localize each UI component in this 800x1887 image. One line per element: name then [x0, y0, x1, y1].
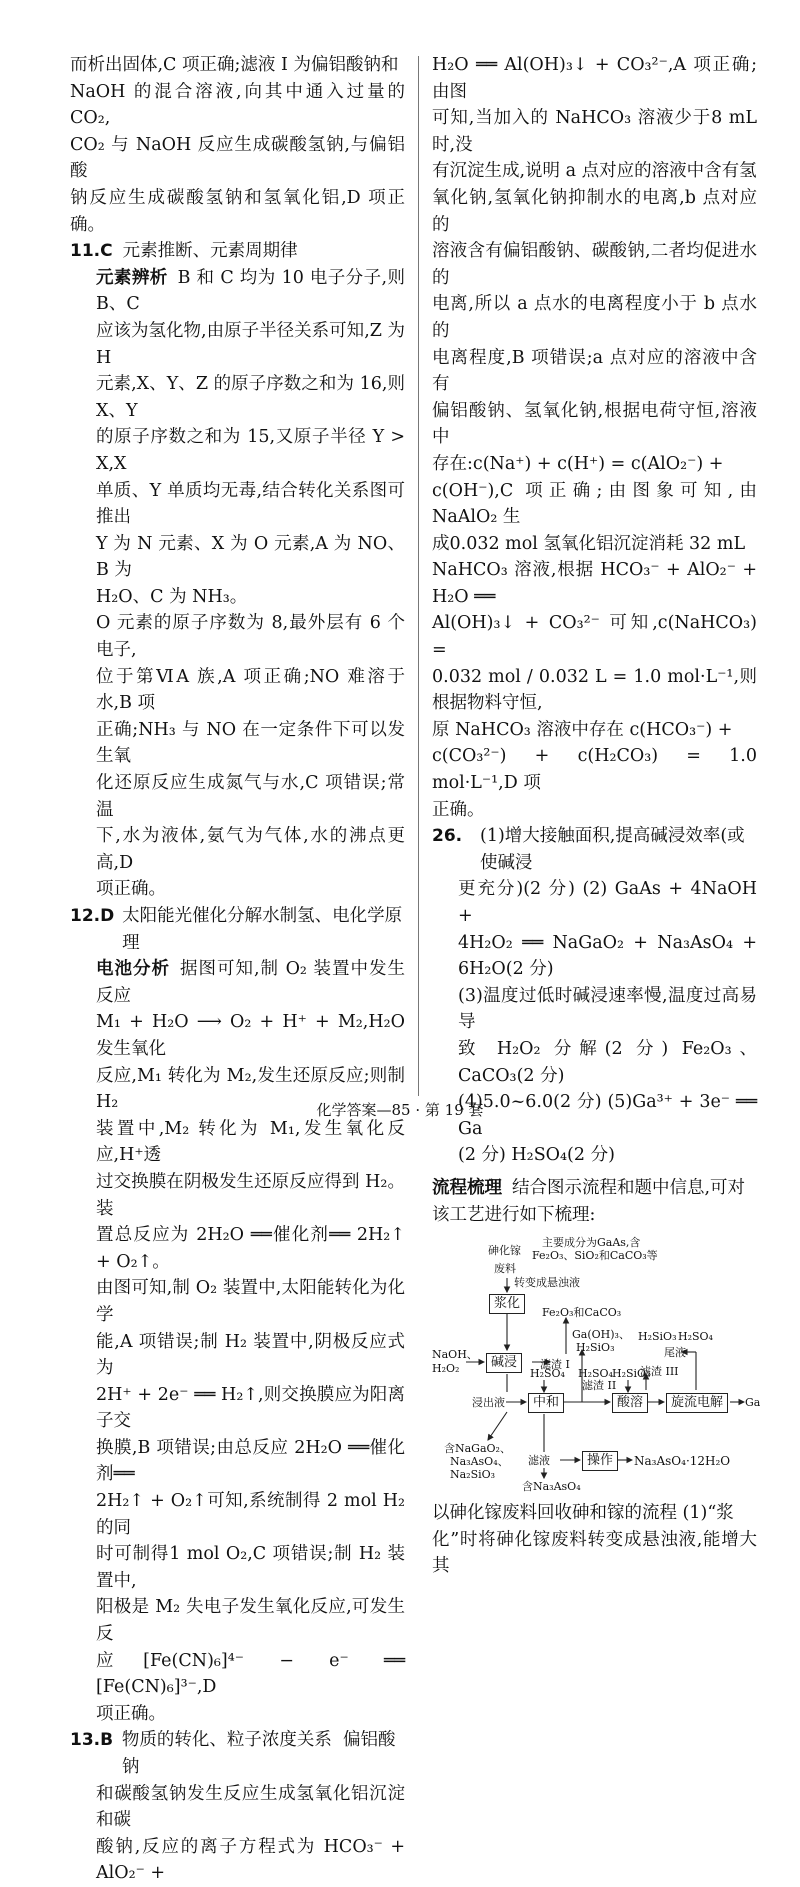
text-line: 溶液含有偏铝酸钠、碳酸钠,二者均促进水的 [432, 241, 757, 288]
flow-raw-name: 砷化镓 [488, 1244, 521, 1258]
text-line: 元素,X、Y、Z 的原子序数之和为 16,则 X、Y [96, 374, 405, 421]
text-line: 而析出固体,C 项正确;滤液 I 为偏铝酸钠和 [70, 55, 399, 75]
column-divider [418, 56, 419, 1096]
text-line: 钠反应生成碳酸氢钠和氢氧化铝,D 项正确。 [70, 187, 405, 235]
text-line: 电离,所以 a 点水的电离程度小于 b 点水的 [432, 294, 757, 341]
question-13-header [70, 1727, 405, 1780]
text-line: 致 H₂O₂ 分解(2 分) Fe₂O₃、CaCO₃(2 分) [458, 1038, 757, 1086]
text-line: 能,A 项错误;制 H₂ 装置中,阴极反应式为 [96, 1331, 405, 1379]
text-line: 项正确。 [96, 879, 166, 900]
question-number: 12.D [70, 906, 115, 926]
flow-label: H₂SiO₃ [576, 1341, 615, 1355]
flow-raw-note: 主要成分为GaAs,含 [542, 1236, 641, 1250]
text-line: 0.032 mol / 0.032 L = 1.0 mol·L⁻¹,则根据物料守恒, [432, 666, 757, 714]
text-line: 电池分析 据图可知,制 O₂ 装置中发生反应 [96, 959, 405, 1006]
text-line: c(CO₃²⁻) + c(H₂CO₃) = 1.0 mol·L⁻¹,D 项 [432, 746, 757, 794]
text-line: 过交换膜在阴极发生还原反应得到 H₂。装 [96, 1171, 405, 1219]
text-line: 2H₂↑ + O₂↑可知,系统制得 2 mol H₂ 的同 [96, 1491, 405, 1538]
text-line: H₂O ══ Al(OH)₃↓ + CO₃²⁻,A 项正确;由图 [432, 55, 757, 102]
flow-label: H₂SO₄ [530, 1367, 565, 1381]
question-number: 26. [432, 826, 463, 847]
text-line: 化还原反应生成氮气与水,C 项错误;常温 [96, 773, 405, 820]
flow-label: Fe₂O₃和CaCO₃ [542, 1306, 622, 1320]
flow-raw-name: 废料 [494, 1262, 516, 1276]
text-line: 正确;NH₃ 与 NO 在一定条件下可以发生氧 [96, 719, 405, 767]
text-line: 置总反应为 2H₂O ══催化剂══ 2H₂↑ + O₂↑。 [96, 1225, 405, 1272]
flow-label: 滤渣 I [540, 1358, 570, 1372]
text-line: 4H₂O₂ ══ NaGaO₂ + Na₃AsO₄ + 6H₂O(2 分) [458, 932, 757, 980]
text-line: NaHCO₃ 溶液,根据 HCO₃⁻ + AlO₂⁻ + H₂O ══ [432, 560, 757, 607]
text-line: 该工艺进行如下梳理: [432, 1204, 596, 1225]
text-line: 原 NaHCO₃ 溶液中存在 c(HCO₃⁻) + [432, 719, 733, 740]
flow-product: Na₃AsO₄·12H₂O [634, 1454, 731, 1469]
text-line: M₁ + H₂O ⟶ O₂ + H⁺ + M₂,H₂O 发生氧化 [96, 1012, 405, 1059]
text-line: 氧化钠,氢氧化钠抑制水的电离,b 点对应的 [432, 187, 757, 235]
text-line: 成0.032 mol 氢氧化铝沉淀消耗 32 mL [432, 533, 746, 554]
flow-label: Na₃AsO₄、 [450, 1455, 509, 1469]
flow-label: H₂SO₄ [578, 1367, 613, 1381]
text-line: 化”时将砷化镓废料转变成悬浊液,能增大其 [432, 1529, 757, 1577]
text-line: 的原子序数之和为 15,又原子半径 Y > X,X [96, 427, 405, 474]
flow-label: 浸出液 [472, 1396, 505, 1410]
flow-label: 含NaGaO₂、 [444, 1442, 511, 1456]
text-line: (2 分) H₂SO₄(2 分) [458, 1145, 615, 1166]
flow-label: H₂O₂ [432, 1362, 460, 1376]
text-line: 阳极是 M₂ 失电子发生氧化反应,可发生反 [96, 1597, 405, 1645]
flow-note: 转变成悬浊液 [514, 1276, 580, 1290]
text-line: 流程梳理 结合图示流程和题中信息,可对 [432, 1177, 746, 1198]
text-line: 反应,M₁ 转化为 M₂,发生还原反应;则制 H₂ [96, 1065, 405, 1113]
flow-label: 滤渣 III [640, 1365, 679, 1379]
text-line: (3)温度过低时碱浸速率慢,温度过高易导 [458, 985, 757, 1033]
flow-label: 滤渣 II [582, 1379, 617, 1393]
flow-label: Ga(OH)₃、 [572, 1328, 630, 1342]
text-line: NaOH 的混合溶液,向其中通入过量的 CO₂, [70, 81, 405, 129]
flow-label: Na₂SiO₃ [450, 1468, 496, 1482]
text-line: 单质、Y 单质均无毒,结合转化关系图可推出 [96, 480, 405, 528]
text-line: 由图可知,制 O₂ 装置中,太阳能转化为化学 [96, 1278, 405, 1325]
question-number: 11.C [70, 241, 113, 262]
flow-label: 尾液 [664, 1346, 686, 1360]
text-line: 以砷化镓废料回收砷和镓的流程 (1)“浆 [432, 1503, 734, 1524]
text-line: 2H⁺ + 2e⁻ ══ H₂↑,则交换膜应为阳离子交 [96, 1384, 405, 1432]
text-line: CO₂ 与 NaOH 反应生成碳酸氢钠,与偏铝酸 [70, 134, 405, 182]
text-line: 时可制得1 mol O₂,C 项错误;制 H₂ 装置中, [96, 1544, 405, 1591]
text-line: 更充分)(2 分) (2) GaAs + 4NaOH + [458, 879, 757, 926]
flow-box-operation: 操作 [582, 1451, 618, 1471]
text-line: 偏铝酸钠、氢氧化钠,根据电荷守恒,溶液中 [432, 400, 757, 448]
text-line: 应该为氢化物,由原子半径关系可知,Z 为 H [96, 320, 405, 368]
text-line: (4)5.0~6.0(2 分) (5)Ga³⁺ + 3e⁻ ══ Ga [458, 1092, 757, 1139]
flow-box-neutral: 中和 [528, 1393, 564, 1413]
text-line: 下,水为液体,氨气为气体,水的沸点更高,D [96, 826, 405, 873]
text-line: 元素辨析 B 和 C 均为 10 电子分子,则 B、C [96, 267, 405, 315]
question-topic: 物质的转化、粒子浓度关系 偏铝酸钠 [121, 1730, 396, 1777]
question-11-header [70, 238, 405, 265]
text-line: 装置中,M₂ 转化为 M₁,发生氧化反应,H⁺透 [96, 1118, 405, 1166]
text-line: 换膜,B 项错误;由总反应 2H₂O ══催化剂══ [96, 1437, 405, 1485]
flow-box-acid: 酸溶 [612, 1393, 648, 1413]
flow-label: Ga [745, 1396, 761, 1410]
text-line: 和碳酸氢钠发生反应生成氢氧化铝沉淀和碳 [96, 1783, 405, 1831]
flow-box-electrolysis: 旋流电解 [666, 1393, 728, 1413]
process-flow-diagram [432, 1234, 761, 1494]
text-line: (1)增大接触面积,提高碱浸效率(或使碱浸 [480, 826, 745, 873]
question-12-header [70, 903, 405, 956]
text-line: 可知,当加入的 NaHCO₃ 溶液少于8 mL时,没 [432, 108, 757, 155]
flow-label: H₂SO₄ [678, 1330, 713, 1344]
flow-label: H₂SiO₃ [612, 1367, 651, 1381]
text-line: 项正确。 [96, 1703, 166, 1724]
text-line: 酸钠,反应的离子方程式为 HCO₃⁻ + AlO₂⁻ + [96, 1836, 405, 1884]
flow-label: H₂SiO₃ [638, 1330, 677, 1344]
flow-box-leach: 碱浸 [486, 1353, 522, 1373]
page-footer: 化学答案—85 · 第 19 套 [316, 1101, 484, 1119]
question-26-header [432, 823, 757, 876]
text-line: c(OH⁻),C 项正确;由图象可知,由 NaAlO₂ 生 [432, 480, 757, 528]
text-line: O 元素的原子序数为 8,最外层有 6 个电子, [96, 613, 405, 661]
text-line: 电离程度,B 项错误;a 点对应的溶液中含有 [432, 347, 757, 395]
flow-box-slurry: 浆化 [489, 1294, 525, 1314]
section-tag: 电池分析 [96, 959, 170, 980]
question-topic: 太阳能光催化分解水制氢、电化学原理 [122, 906, 403, 953]
section-tag: 元素辨析 [96, 267, 168, 288]
question-number: 13.B [70, 1730, 114, 1751]
flow-raw-note: Fe₂O₃、SiO₂和CaCO₃等 [532, 1249, 658, 1263]
left-column [70, 52, 405, 1887]
text-line: Al(OH)₃↓ + CO₃²⁻ 可知,c(NaHCO₃) = [432, 613, 757, 661]
flow-label: 滤液 [528, 1454, 550, 1468]
flow-label: NaOH、 [432, 1348, 478, 1362]
right-column [432, 52, 761, 1580]
text-line: Y 为 N 元素、X 为 O 元素,A 为 NO、B 为 [96, 533, 405, 581]
text-line: 存在:c(Na⁺) + c(H⁺) = c(AlO₂⁻) + [432, 453, 724, 474]
text-line: 应[Fe(CN)₆]⁴⁻ − e⁻ ══ [Fe(CN)₆]³⁻,D [96, 1650, 405, 1698]
section-tag: 流程梳理 [432, 1177, 502, 1198]
text-line: 位于第ⅥA 族,A 项正确;NO 难溶于水,B 项 [96, 666, 405, 714]
question-topic: 元素推断、元素周期律 [122, 241, 298, 262]
text-line: 正确。 [432, 799, 485, 820]
text-line: 有沉淀生成,说明 a 点对应的溶液中含有氢 [432, 161, 757, 182]
flow-label: 含Na₃AsO₄ [522, 1480, 581, 1494]
text-line: H₂O、C 为 NH₃。 [96, 586, 248, 607]
